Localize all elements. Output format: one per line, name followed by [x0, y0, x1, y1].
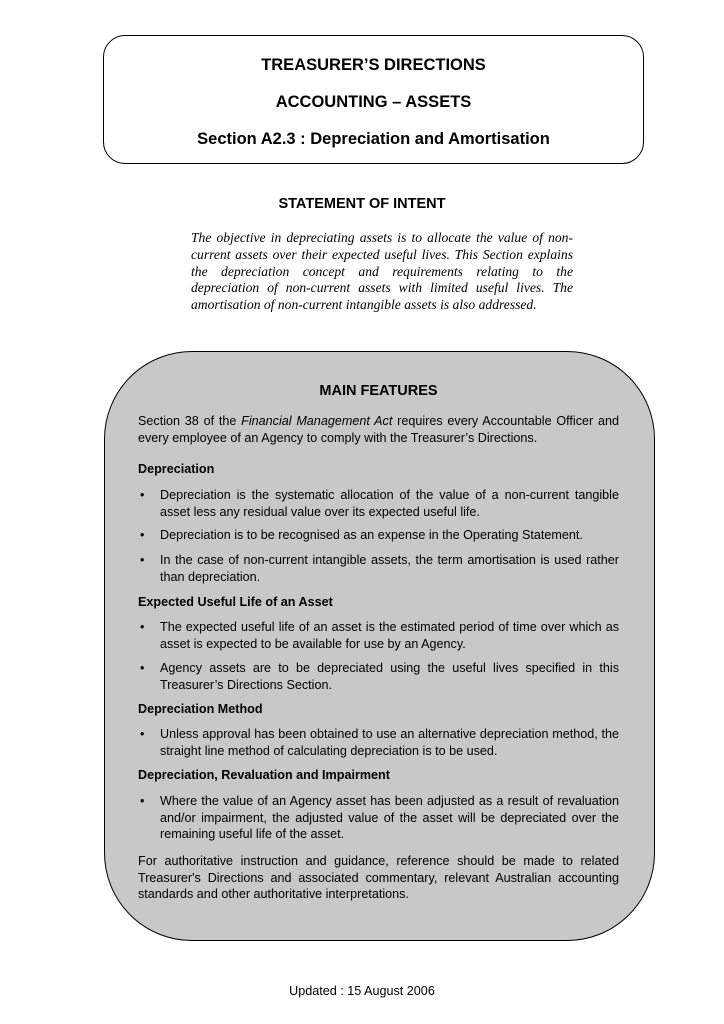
bullet-icon: • — [140, 727, 145, 741]
list-item-text: Agency assets are to be depreciated using the useful lives specified in this Treasurer’s Directions Section. — [160, 661, 619, 692]
subheading-expected-useful-life: Expected Useful Life of an Asset — [138, 595, 333, 609]
bullet-icon: • — [140, 488, 145, 502]
document-subtitle: ACCOUNTING – ASSETS — [275, 93, 472, 111]
main-features-panel — [104, 351, 655, 941]
list-item — [138, 726, 619, 759]
intro-text: Section 38 of the — [138, 414, 242, 428]
bullet-icon: • — [140, 620, 145, 634]
updated-date: Updated : 15 August 2006 — [289, 984, 435, 998]
list-item — [138, 527, 619, 544]
section-title: Section A2.3 : Depreciation and Amortisation — [197, 130, 550, 148]
statement-of-intent-text: The objective in depreciating assets is to allocate the value of non-current assets over their expected useful lives. This Section explains the depreciation concept and requirements relating to the depreciation of non-current assets with limited useful lives. The amortisation of non-current intangible assets is also addressed. — [191, 230, 573, 313]
list-item-text: Where the value of an Agency asset has been adjusted as a result of revaluation and/or impairment, the adjusted value of the asset will be depreciated over the remaining useful life of the asset. — [160, 794, 619, 842]
title-box — [103, 35, 644, 164]
list-item-text: In the case of non-current intangible assets, the term amortisation is used rather than depreciation. — [160, 553, 619, 584]
bullet-icon: • — [140, 661, 145, 675]
closing-paragraph: For authoritative instruction and guidance, reference should be made to related Treasurer's Directions and associated commentary, relevant Australian accounting standards and other authoritative interpretations. — [138, 854, 619, 902]
intro-text-end: requires every Accountable Officer and every employee of an Agency to comply with the Treasurer’s Directions. — [138, 414, 620, 445]
subheading-depreciation-method: Depreciation Method — [138, 702, 263, 716]
document-title: TREASURER’S DIRECTIONS — [261, 56, 486, 74]
list-item — [138, 487, 619, 520]
bullet-icon: • — [140, 528, 145, 542]
list-item-text: Unless approval has been obtained to use an alternative depreciation method, the straight line method of calculating depreciation is to be used. — [160, 727, 619, 758]
list-item-text: The expected useful life of an asset is the estimated period of time over which as asset is expected to be available for use by an Agency. — [160, 620, 619, 651]
intro-paragraph — [138, 413, 619, 446]
bullet-icon: • — [140, 794, 145, 808]
list-item — [138, 793, 619, 843]
act-name: Financial Management Act — [241, 414, 393, 428]
list-item-text: Depreciation is to be recognised as an expense in the Operating Statement. — [160, 528, 583, 542]
list-item — [138, 552, 619, 585]
main-features-heading: MAIN FEATURES — [319, 383, 438, 399]
list-item-text: Depreciation is the systematic allocation of the value of a non-current tangible asset less any residual value over its expected useful life. — [160, 488, 619, 519]
bullet-icon: • — [140, 553, 145, 567]
statement-of-intent-heading: STATEMENT OF INTENT — [278, 196, 446, 212]
list-item — [138, 660, 619, 693]
subheading-depreciation: Depreciation — [138, 462, 215, 476]
subheading-revaluation-impairment: Depreciation, Revaluation and Impairment — [138, 768, 390, 782]
list-item — [138, 619, 619, 652]
